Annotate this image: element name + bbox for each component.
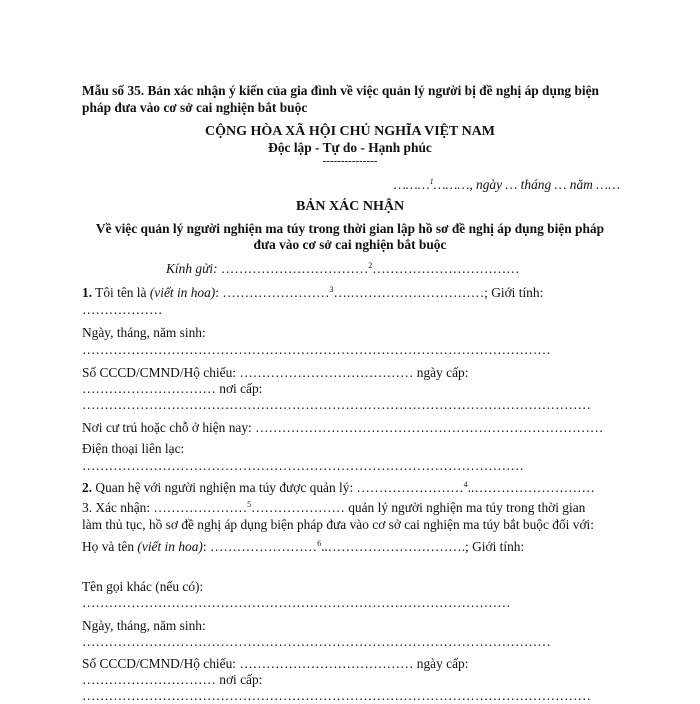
declarant-phone-label: Điện thoại liên lạc: [82,441,185,456]
section-3-number: 3. [82,500,93,515]
declarant-name-dots-b[interactable]: ….…………………………; Giới tính: [333,285,544,300]
footnote-ref-3: 3 [329,285,334,294]
subject-name-label: Họ và tên [82,539,138,554]
recipient-label: Kính gửi: [166,261,218,276]
alias-field[interactable]: …………………………………………………………………………………… [82,595,511,610]
nation-heading: CỘNG HÒA XÃ HỘI CHỦ NGHĨA VIỆT NAM [204,124,495,139]
recipient-dots-a[interactable]: …………………………… [217,261,369,276]
subject-id-place-field[interactable]: …………………………………………………………………………………………………… [82,688,591,703]
motto-rule: --------------- [322,155,378,167]
date-line [360,176,620,193]
declarant-name-line [82,284,622,301]
subject-id-line[interactable]: Số CCCD/CMND/Hộ chiếu: ………………………………… ngày cấp: [82,656,469,671]
relationship-text[interactable]: Quan hệ với người nghiện ma túy được quản lý: …………………… [92,480,464,495]
declarant-id-place-line[interactable]: ………………………… nơi cấp: [82,381,263,396]
declarant-name-dots-a[interactable]: : …………………… [215,285,330,300]
recipient-dots-b[interactable]: …………………………… [372,261,520,276]
declarant-dob-field[interactable]: …………………………………………………………………………………………… [82,342,551,357]
subject-name-dots-a[interactable]: : …………………… [202,539,318,554]
relationship-line [82,479,622,496]
recipient-line [166,260,700,277]
subject-line1: Về việc quản lý người nghiện ma túy trong thời gian lập hồ sơ đề nghị áp dụng biện pháp [95,221,605,236]
declarant-id-line[interactable]: Số CCCD/CMND/Hộ chiếu: ………………………………… ngày cấp: [82,365,469,380]
confirmation-line2: làm thủ tục, hồ sơ đề nghị áp dụng biện pháp đưa vào cơ sở cai nghiện ma túy bắt buộc đối với: [82,517,594,532]
confirmation-rest[interactable]: ………………… quản lý người nghiện ma túy trong thời gian [251,500,586,515]
document-title: BẢN XÁC NHẬN [295,199,405,214]
form-title-line1: Mẫu số 35. Bản xác nhận ý kiến của gia đình về việc quản lý người bị đề nghị áp dụng biện [82,83,599,98]
declarant-residence-line[interactable]: Nơi cư trú hoặc chỗ ở hiện nay: …………………………………………………………………… [82,420,604,435]
subject-dob-label: Ngày, tháng, năm sinh: [82,618,206,633]
subject-name-dots-b[interactable]: ..………………………….; Giới tính: [321,539,525,554]
section-1-number: 1. [82,285,93,300]
declarant-name-label: Tôi tên là [92,285,150,300]
subject-dob-field[interactable]: …………………………………………………………………………………………… [82,634,551,649]
footnote-ref-1: 1 [429,177,434,186]
confirmation-line1 [82,499,622,516]
alias-label: Tên gọi khác (nếu có): [82,579,204,594]
subject-name-line [82,538,622,555]
declarant-phone-field[interactable]: ……………………………………………………………………………………… [82,458,524,473]
confirmation-text[interactable]: Xác nhận: ………………… [92,500,248,515]
footnote-ref-4: 4 [463,480,468,489]
declarant-name-note: (viết in hoa) [149,285,216,300]
declarant-gender-field[interactable]: ……………… [82,302,163,317]
footnote-ref-6: 6 [317,539,322,548]
motto: Độc lập - Tự do - Hạnh phúc [268,140,432,155]
section-2-number: 2. [82,480,93,495]
footnote-ref-5: 5 [247,500,252,509]
relationship-dots[interactable]: ..……………………… [467,480,595,495]
footnote-ref-2: 2 [368,261,373,270]
declarant-dob-label: Ngày, tháng, năm sinh: [82,325,206,340]
date-lead: ……… [393,177,430,192]
subject-id-place-line[interactable]: ………………………… nơi cấp: [82,672,263,687]
subject-name-note: (viết in hoa) [137,539,203,554]
declarant-id-place-field[interactable]: …………………………………………………………………………………………………… [82,397,591,412]
date-rest: ………, ngày … tháng … năm …… [433,177,620,192]
subject-line2: đưa vào cơ sở cai nghiện bắt buộc [253,237,447,252]
form-title-line2: pháp đưa vào cơ sở cai nghiện bắt buộc [82,100,308,115]
